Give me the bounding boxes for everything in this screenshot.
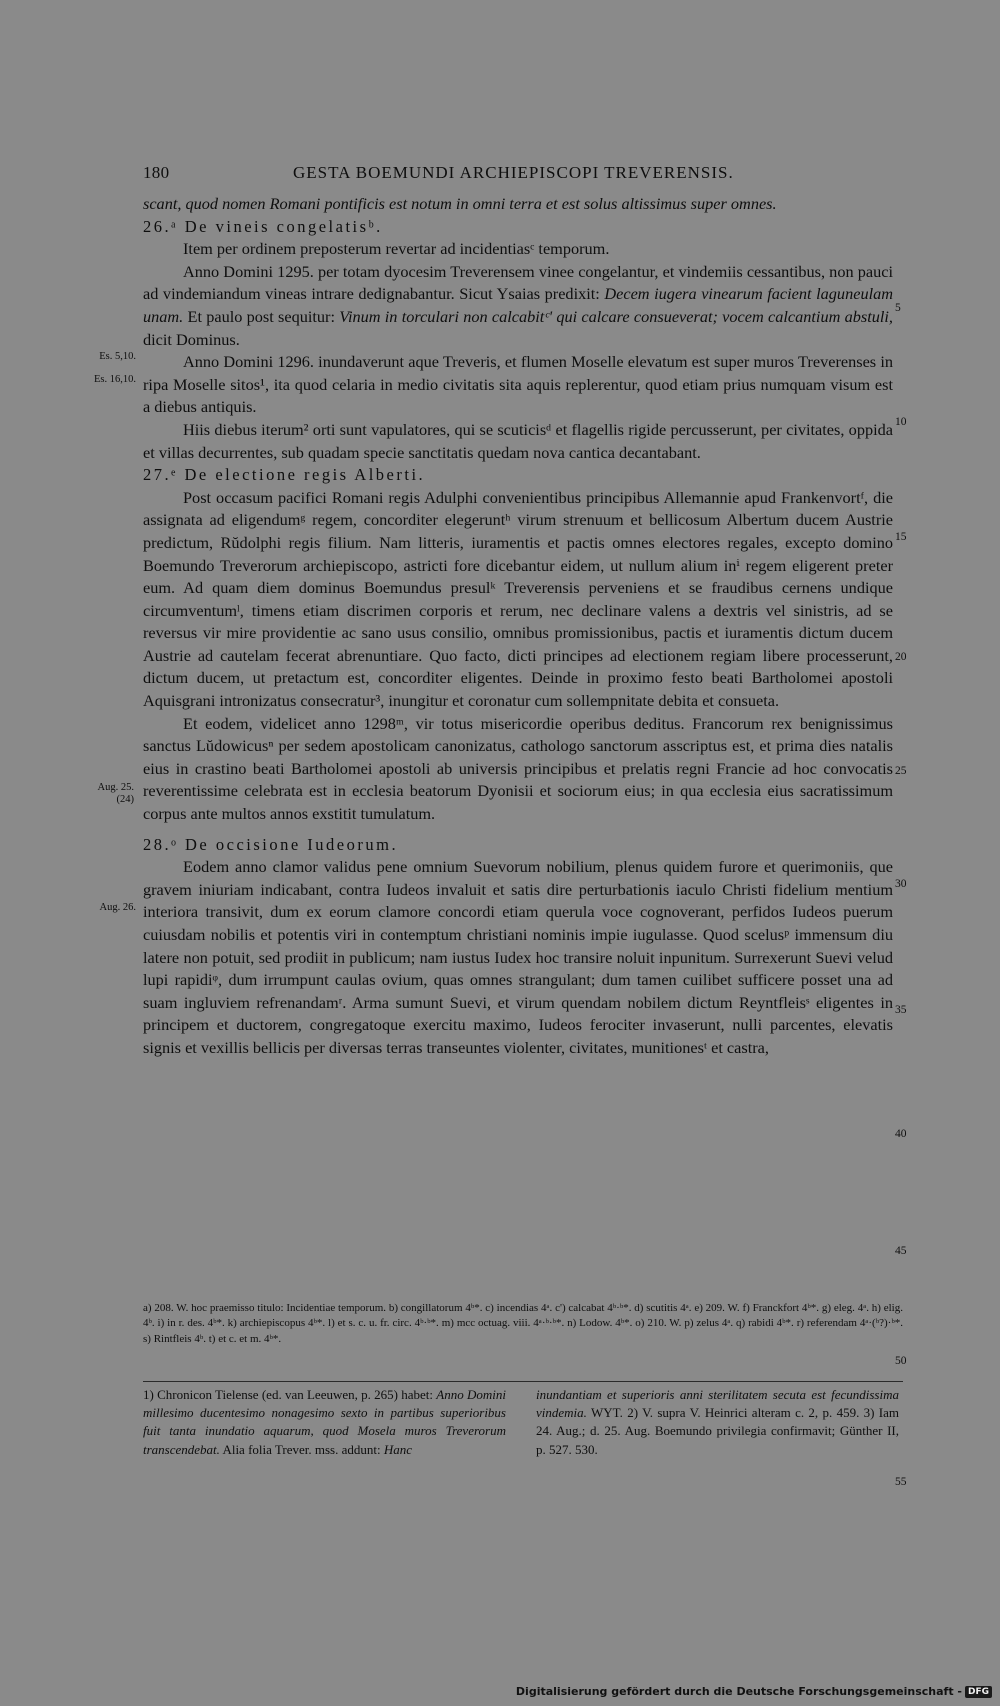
running-header [143, 163, 893, 187]
main-text [143, 193, 893, 1060]
line-number-55: 55 [895, 1476, 907, 1488]
page-number: 180 [143, 163, 170, 182]
footnotes-left-column [143, 1386, 506, 1459]
marginal-date-aug-26: Aug. 26. [99, 902, 136, 913]
line-number-15: 15 [895, 531, 907, 543]
footnote-1 [143, 1386, 506, 1459]
marginal-reference-es-5-10: Es. 5,10. [99, 351, 136, 362]
paragraph-2 [143, 261, 893, 351]
paragraph-5: Post occasum pacifici Romani regis Adulphi convenientibus principibus Allemannie apud Frankenvortᶠ, die assignata ad eligendumᵍ regem, concorditer elegeruntʰ virum strenuum et bellicosum Albertum ducem Austrie predictum, Rŭdolphi regis filium. Nam litteris, iuramentis et pactis omnes electores regales, excepto domino Boemundo Treverorum archiepiscopo, astricti fore dicebantur eidem, ut nullum alium inⁱ regem eligerent preter eum. Ad quam diem dominus Boemundus presulᵏ Treverensis perveniens et se fraudibus cernens undique circumventumˡ, timens etiam discrimen corporis et rerum, nec declinare valens a dextris vel sinistris, ad se reversus vir mire providentie ac sano usus consilio, omnibus promissionibus, pactis et iuramentis dictum ducem Austrie ad cautelam fecerat abrenuntiare. Quo facto, dicti principes ad electionem regiam libere processerunt, dictum ducem, ut pretactum est, concorditer eligentes. Deinde in proximo festo beati Bartholomei apostoli Aquisgrani intronizatus consecratur³, inungitur et coronatur cum sollempnitate debita et consueta. [143, 487, 893, 711]
line-number-50: 50 [895, 1355, 907, 1367]
paragraph-2-text-a: Anno Domini 1295. per totam dyocesim Treverensem vinee congelantur, et vindemiis cessantibus, non pauci ad vindemiandum vineas intrare dedignabantur. Sicut Ysaias predixit: [143, 261, 893, 304]
line-number-45: 45 [895, 1245, 907, 1257]
footnote-divider [143, 1381, 903, 1382]
line-number-20: 20 [895, 651, 907, 663]
section-27-heading: 27.ᵉ De electione regis Alberti. [143, 465, 426, 485]
lead-italic-text: scant, quod nomen Romani pontificis est notum in omni terra et est solus altissimus super omnes. [143, 194, 777, 213]
digitization-credit [516, 1685, 992, 1698]
line-number-35: 35 [895, 1004, 907, 1016]
marginal-reference-es-16-10: Es. 16,10. [94, 374, 136, 385]
line-number-5: 5 [895, 302, 901, 314]
paragraph-2-text-b: Et paulo post sequitur: [183, 306, 340, 326]
paragraph-1: Item per ordinem preposterum revertar ad incidentiasᶜ temporum. [183, 239, 610, 259]
footnotes-right-column [536, 1386, 899, 1459]
line-number-25: 25 [895, 765, 907, 777]
footnotes [143, 1386, 899, 1459]
paragraph-6: Et eodem, videlicet anno 1298ᵐ, vir totus misericordie operibus deditus. Francorum rex benignissimus sanctus Lŭdowicusⁿ per sedem apostolicam canonizatus, cathologo sanctorum asscriptus est, et prima dies natalis eius in crastino beati Bartholomei apostoli ab universis principibus et prelatis regni Francie ad hoc convocatis reverentissime celebrata est in ecclesia beatorum Dyonisii et sociorum eius; in qua ecclesia eius sacratissimum corpus ante multos annos exstitit tumulatum. [143, 713, 893, 824]
paragraph-4: Hiis diebus iterum² orti sunt vapulatores, qui se scuticisᵈ et flagellis rigide percusserunt, per civitates, oppida et villas decurrentes, sub quadam specie sanctitatis quedam nova cantica decantabant. [143, 419, 893, 462]
variants-text: a) 208. W. hoc praemisso titulo: Incidentiae temporum. b) congillatorum 4ᵇ*. c) incendias 4ᵃ. c') calcabat 4ᵇ·ᵇ*. d) scutitis 4ᵃ. e) 209. W. f) Franckfort 4ᵇ*. g) eleg. 4ᵃ. h) elig. 4ᵇ. i) in r. des. 4ᵇ*. k) archiepiscopus 4ᵇ*. l) et s. c. u. fr. circ. 4ᵇ·ᵇ*. m) mcc octuag. viii. 4ᵃ·ᵇ·ᵇ*. n) Lodow. 4ᵇ*. o) 210. W. p) zelus 4ᵃ. q) rabidi 4ᵇ*. r) referendam 4ᵃ·(ᵇ?)·ᵇ*. s) Rintfleis 4ᵇ. t) et c. et m. 4ᵇ*. [143, 1302, 903, 1345]
scripture-quote-2: Vinum in torculari non calcabitᶜ' qui calcare consueverat; vocem calcantium abstuli, [339, 306, 893, 326]
credit-text: Digitalisierung gefördert durch die Deutsche Forschungsgemeinschaft - [515, 1685, 962, 1698]
footnotes-2-3 [536, 1386, 899, 1459]
line-number-30: 30 [895, 878, 907, 890]
paragraph-3: Anno Domini 1296. inundaverunt aque Treveris, et flumen Moselle elevatum est super muros Treverenses in ripa Moselle sitos¹, ita quod celaria in medio civitatis sita aquis replerentur, quod etiam prius numquam visum est a diebus antiquis. [143, 352, 893, 417]
line-number-10: 10 [895, 416, 907, 428]
marginal-date-aug-25: Aug. 25. (24) [97, 782, 134, 805]
footnote-1-quote-continued: inundantiam et superioris anni sterilitatem secuta est fecundissima vindemia. [536, 1387, 899, 1421]
textual-variants-apparatus [143, 1301, 903, 1347]
running-title: GESTA BOEMUNDI ARCHIEPISCOPI TREVERENSIS. [293, 163, 734, 182]
footnote-1-text-b: Alia folia Trever. mss. addunt: [219, 1441, 384, 1457]
paragraph-2-text-c: dicit Dominus. [143, 329, 240, 349]
section-26-heading: 26.ᵃ De vineis congelatisᵇ. [143, 216, 383, 236]
footnote-1-quote: Anno Domini millesimo ducentesimo nonagesimo sexto in partibus superioribus fuit tanta inundatio aquarum, quod Mosela muros Treverorum transcendebat. [143, 1387, 506, 1457]
section-28-heading: 28.ᵒ De occisione Iudeorum. [143, 834, 399, 854]
footnote-1-quote-b: Hanc [383, 1441, 413, 1457]
paragraph-7: Eodem anno clamor validus pene omnium Suevorum nobilium, plenus quidem furore et querimoniis, que gravem iniuriam indicabant, contra Iudeos invaluit et satis dire perturbationis iaculo Christi fidelium mentium interiora transivit, dum ex eorum clamore concordi etiam querula voce cognoverant, perfidos Iudeos puerum cuiusdam nobilis et potentis viri in contemptum christiani nominis impie iugulasse. Quod scelusᵖ immensum diu latere non potuit, sed prodiit in publicum; nam iustus Iudex hoc transire noluit inpunitum. Surrexerunt Suevi velud lupi rapidiᵠ, dum irrumpunt caulas ovium, quas omnes strangulant; dum tamen cuilibet sufficere posset una ad suam ingluviem refrenandamʳ. Arma sumunt Suevi, et virum quendam nobilem dictum Reyntfleisˢ eligentes in principem et ductorem, congregatoque exercitu maximo, Iudeos ferociter invaserunt, nulli parcentes, elevatis signis et vexillis bellicis per diversas terras transeuntes violenter, civitates, munitionesᵗ et castra, [143, 857, 893, 1057]
footnote-1-text: 1) Chronicon Tielense (ed. van Leeuwen, p. 265) habet: [143, 1387, 437, 1402]
line-number-40: 40 [895, 1128, 907, 1140]
scripture-quote-1: Decem iugera vinearum facient laguneulam unam. [143, 284, 894, 326]
footnotes-2-3-text: WYT. 2) V. supra V. Heinrici alteram c. 2, p. 459. 3) Iam 24. Aug.; d. 25. Aug. Boemundo privilegia confirmavit; Günther II, p. 527. 530. [536, 1405, 899, 1457]
dfg-logo: DFG [965, 1686, 992, 1698]
